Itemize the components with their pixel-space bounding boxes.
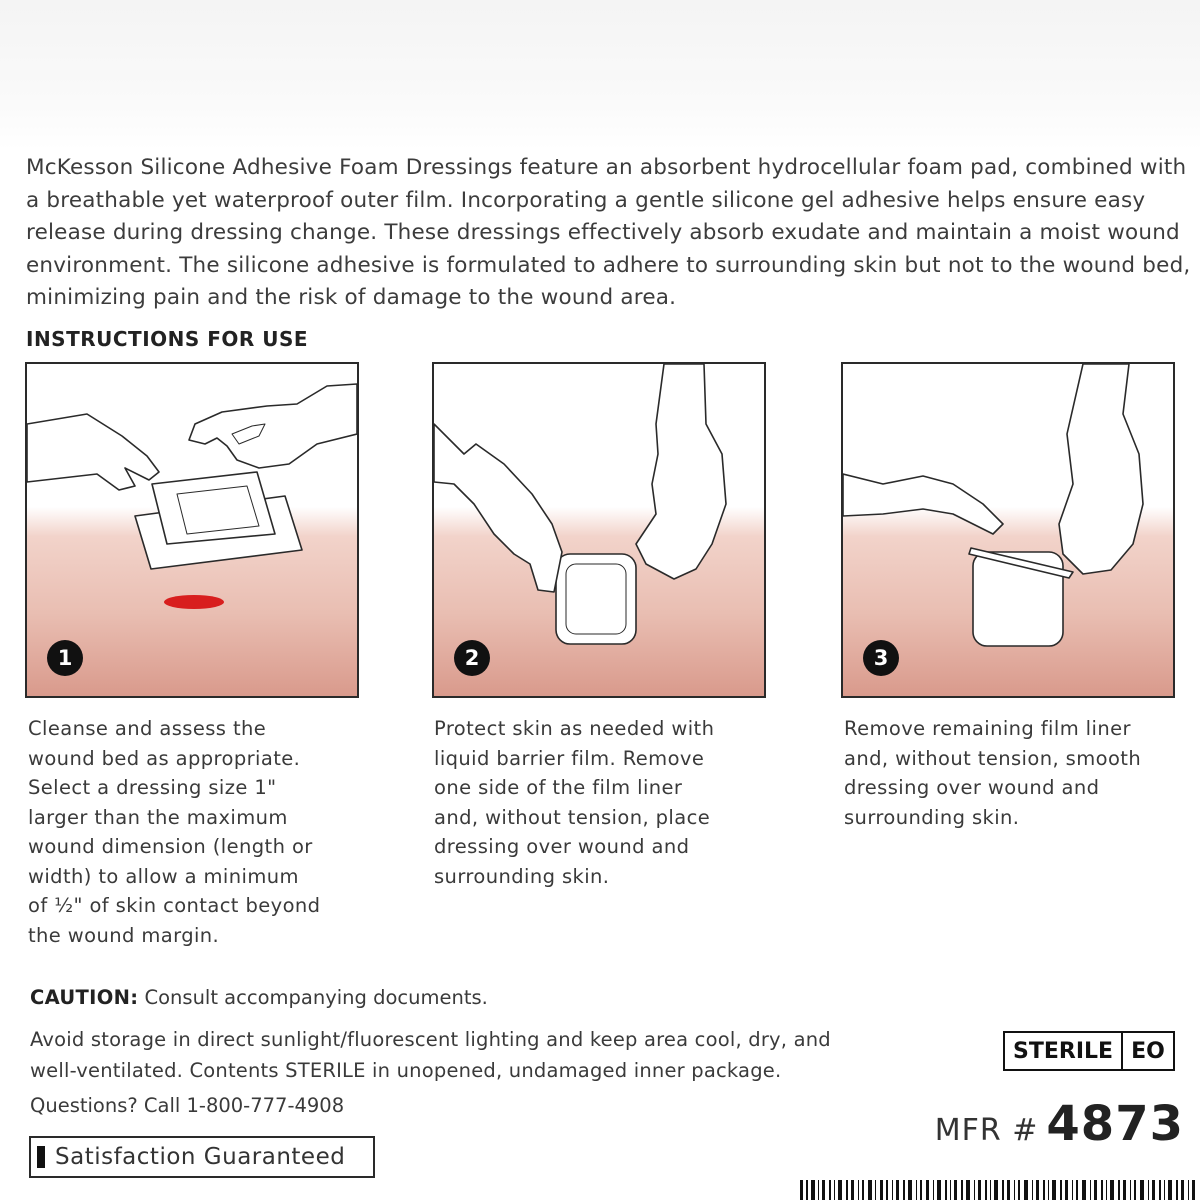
step-number-badge: 1 — [47, 640, 83, 676]
storage-instructions — [30, 1024, 831, 1086]
caution-statement — [30, 986, 488, 1009]
step-text-line: wound bed as appropriate. — [28, 746, 301, 770]
description-line: McKesson Silicone Adhesive Foam Dressings feature an absorbent hydrocellular foam pad, combined with — [26, 155, 1187, 180]
step-number-badge: 3 — [863, 640, 899, 676]
description-line: environment. The silicone adhesive is formulated to adhere to surrounding skin but not to the wound bed, — [26, 252, 1191, 278]
step-text-line: width) to allow a minimum — [28, 864, 299, 888]
step-text-line: Protect skin as needed with — [434, 717, 715, 740]
step-text-line: wound dimension (length or — [28, 835, 313, 858]
step-text-line: one side of the film liner — [434, 776, 683, 799]
step-2-text — [434, 714, 734, 891]
questions-phone: Questions? Call 1-800-777-4908 — [30, 1094, 345, 1117]
wound-mark — [164, 595, 224, 609]
sterile-eo-symbol — [1003, 1031, 1175, 1071]
storage-line: well-ventilated. Contents STERILE in unopened, undamaged inner package. — [30, 1059, 782, 1082]
step-text-line: Cleanse and assess the — [28, 717, 267, 740]
step-text-line: dressing over wound and — [434, 835, 690, 858]
step-3-text — [844, 714, 1144, 832]
description-line: release during dressing change. These dressings effectively absorb exudate and maintain a moist wound — [26, 220, 1180, 245]
step-text-line: Remove remaining film liner — [844, 717, 1131, 740]
guarantee-text: Satisfaction Guaranteed — [55, 1144, 346, 1170]
product-description — [26, 152, 1191, 315]
manufacturer-number — [935, 1096, 1184, 1152]
step-3-illustration — [841, 362, 1175, 698]
step-text-line: Select a dressing size 1" — [28, 776, 277, 799]
step-1-text — [28, 714, 328, 950]
step-2-illustration — [432, 362, 766, 698]
mfr-number: 4873 — [1046, 1096, 1184, 1152]
satisfaction-guarantee-box — [29, 1136, 375, 1178]
package-top-band — [0, 0, 1200, 150]
caution-label: CAUTION: — [30, 986, 139, 1009]
step-text-line: of ½" of skin contact beyond — [28, 894, 321, 917]
step-1-illustration — [25, 362, 359, 698]
step-text-line: the wound margin. — [28, 923, 220, 947]
barcode-icon — [800, 1180, 1200, 1200]
step-text-line: and, without tension, smooth — [844, 746, 1142, 770]
step-text-line: dressing over wound and — [844, 776, 1100, 799]
step-text-line: surrounding skin. — [434, 864, 610, 888]
mfr-label: MFR # — [934, 1113, 1039, 1148]
step-text-line: liquid barrier film. Remove — [434, 746, 705, 770]
storage-line: Avoid storage in direct sunlight/fluorescent lighting and keep area cool, dry, and — [30, 1028, 831, 1051]
instructions-heading: INSTRUCTIONS FOR USE — [26, 327, 309, 351]
sterile-label: STERILE — [1005, 1033, 1123, 1069]
step-text-line: surrounding skin. — [844, 805, 1020, 829]
step-number-badge: 2 — [454, 640, 490, 676]
step-text-line: larger than the maximum — [28, 805, 288, 829]
guarantee-bar-icon — [37, 1146, 45, 1168]
eo-label: EO — [1131, 1038, 1165, 1064]
description-line: a breathable yet waterproof outer film. Incorporating a gentle silicone gel adhesive helps ensure easy — [26, 187, 1146, 213]
step-text-line: and, without tension, place — [434, 805, 711, 829]
caution-text: Consult accompanying documents. — [144, 986, 488, 1009]
description-line: minimizing pain and the risk of damage to the wound area. — [26, 285, 677, 310]
